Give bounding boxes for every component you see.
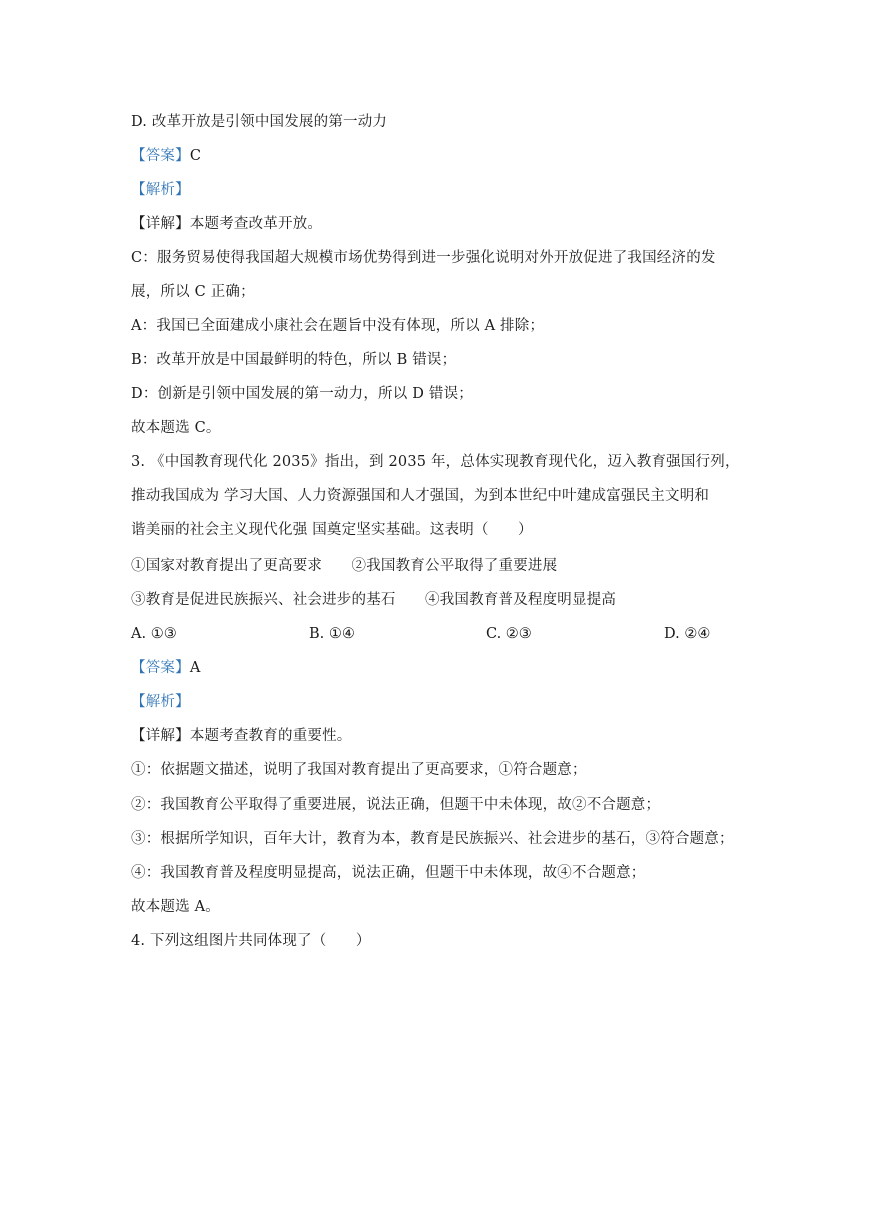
q3-line-5: 故本题选 A。 bbox=[131, 899, 220, 915]
q3-option-a: A. ①③ bbox=[131, 626, 177, 642]
q2-line-1: C：服务贸易使得我国超大规模市场优势得到进一步强化说明对外开放促进了我国经济的发 bbox=[131, 250, 716, 266]
q3-statements-1: ①国家对教育提出了更高要求 ②我国教育公平取得了重要进展 bbox=[131, 558, 558, 574]
q2-detail-text: 本题考查改革开放。 bbox=[189, 216, 323, 232]
q2-answer-label: 【答案】 bbox=[131, 148, 190, 164]
q3-line-1: ①：依据题文描述，说明了我国对教育提出了更高要求，①符合题意； bbox=[131, 762, 587, 778]
q2-option-d: D. 改革开放是引领中国发展的第一动力 bbox=[131, 114, 388, 130]
q2-answer-value: C bbox=[189, 148, 202, 164]
q2-line-5: D：创新是引领中国发展的第一动力，所以 D 错误； bbox=[131, 386, 473, 402]
q2-line-4: B：改革开放是中国最鲜明的特色，所以 B 错误； bbox=[131, 352, 457, 368]
q2-answer bbox=[131, 146, 201, 166]
q3-answer bbox=[131, 658, 200, 678]
q3-stem-1: 3. 《中国教育现代化 2035》指出，到 2035 年，总体实现教育现代化，迈入教育强国行列， bbox=[131, 454, 740, 470]
q2-detail-label: 【详解】 bbox=[131, 216, 190, 232]
q3-option-b: B. ①④ bbox=[309, 626, 355, 642]
q3-detail-label: 【详解】 bbox=[131, 728, 190, 744]
q3-answer-value: A bbox=[189, 660, 201, 676]
q3-answer-label: 【答案】 bbox=[131, 660, 190, 676]
q3-line-4: ④：我国教育普及程度明显提高，说法正确，但题干中未体现，故④不合题意； bbox=[131, 865, 646, 881]
q4-stem: 4. 下列这组图片共同体现了（ ） bbox=[131, 933, 371, 949]
q3-line-2: ②：我国教育公平取得了重要进展，说法正确，但题干中未体现，故②不合题意； bbox=[131, 797, 661, 813]
q3-detail-text: 本题考查教育的重要性。 bbox=[189, 728, 352, 744]
q3-option-c: C. ②③ bbox=[486, 626, 532, 642]
q3-detail bbox=[131, 726, 352, 746]
q2-analysis-label: 【解析】 bbox=[131, 182, 190, 198]
q3-stem-3: 谐美丽的社会主义现代化强 国奠定坚实基础。这表明（ ） bbox=[131, 522, 533, 538]
q3-stem-2: 推动我国成为 学习大国、人力资源强国和人才强国，为到本世纪中叶建成富强民主文明和 bbox=[131, 488, 710, 504]
q3-analysis-label: 【解析】 bbox=[131, 694, 190, 710]
q3-option-d: D. ②④ bbox=[664, 626, 711, 642]
q3-line-3: ③：根据所学知识，百年大计，教育为本，教育是民族振兴、社会进步的基石，③符合题意； bbox=[131, 831, 734, 847]
q2-detail bbox=[131, 214, 322, 234]
q2-line-6: 故本题选 C。 bbox=[131, 420, 221, 436]
q2-line-2: 展，所以 C 正确； bbox=[131, 284, 255, 300]
q3-statements-2: ③教育是促进民族振兴、社会进步的基石 ④我国教育普及程度明显提高 bbox=[131, 592, 617, 608]
q2-line-3: A：我国已全面建成小康社会在题旨中没有体现，所以 A 排除； bbox=[131, 318, 545, 334]
